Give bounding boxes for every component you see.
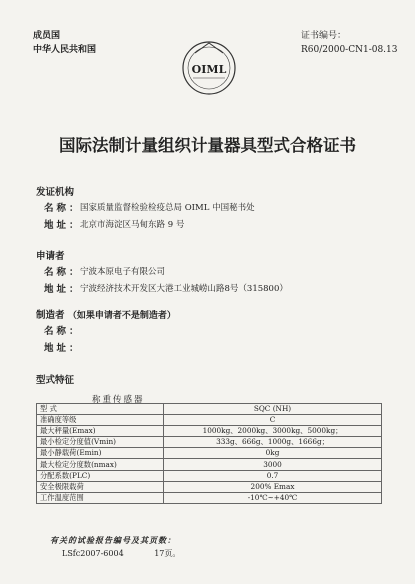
table-row [37,437,382,448]
certificate-number-block [301,29,398,57]
logo-text: OIML [191,63,227,76]
report-info [62,548,208,559]
table-row [37,459,382,470]
issuer-heading: 发证机构 [36,187,75,198]
oiml-logo-icon [181,40,237,96]
spec-value: 200% Emax [164,481,382,492]
spec-key: 安全极限载荷 [37,481,164,492]
manufacturer-address-label: 地址： [44,343,82,354]
issuer-name: 国家质量监督检验检疫总局 OIML 中国秘书处 [80,203,255,213]
spec-key: 准确度等级 [37,415,164,426]
issuer-name-label: 名称： [44,203,82,214]
manufacturer-heading: 制造者 [36,310,65,321]
manufacturer-heading-block [36,307,176,321]
issuer-address-label: 地址： [44,220,82,231]
table-row [37,426,382,437]
type-features-table [36,403,382,504]
page-title: 国际法制计量组织计量器具型式合格证书 [59,136,356,155]
spec-value: C [164,415,382,426]
issuer-address: 北京市海淀区马甸东路 9 号 [80,220,185,230]
spec-value: 0.7 [164,470,382,481]
applicant-name: 宁波本原电子有限公司 [80,267,166,277]
spec-key: 工作温度范围 [37,492,164,503]
applicant-heading: 申请者 [36,251,65,262]
spec-key: 最小静载荷(Emin) [37,448,164,459]
spec-value: 333g、666g、1000g、1666g； [164,437,382,448]
report-number: LSfc2007-6004 [62,549,124,558]
table-row [37,470,382,481]
table-row [37,404,382,415]
member-label: 成员国 [33,31,61,41]
manufacturer-name-label: 名称： [44,326,82,337]
spec-key: 最大检定分度数(nmax) [37,459,164,470]
report-note: 有关的试验报告编号及其页数： [50,535,176,545]
table-row [37,415,382,426]
table-title: 称重传感器 [92,395,145,405]
applicant-name-label: 名称： [44,267,82,278]
spec-value: SQC (NH) [164,404,382,415]
spec-key: 最小检定分度值(Vmin) [37,437,164,448]
certificate-number: R60/2000-CN1-08.13 [301,45,398,55]
spec-value: 1000kg、2000kg、3000kg、5000kg； [164,426,382,437]
manufacturer-heading-note: （如果申请者不是制造者） [67,311,176,321]
spec-key: 分配系数(PLC) [37,470,164,481]
spec-value: 3000 [164,459,382,470]
type-features-heading: 型式特征 [36,375,75,386]
member-country: 中华人民共和国 [33,45,97,55]
spec-value: -10℃~+40℃ [164,492,382,503]
certificate-number-label: 证书编号： [301,31,347,41]
applicant-address: 宁波经济技术开发区大港工业城崂山路8号（315800） [80,284,288,294]
member-state-block [33,29,96,57]
table-row [37,492,382,503]
report-pages: 17页。 [154,549,181,558]
spec-key: 最大秤量(Emax) [37,426,164,437]
table-row [37,481,382,492]
spec-value: 0kg [164,448,382,459]
applicant-address-label: 地址： [44,284,82,295]
table-row [37,448,382,459]
spec-key: 型 式 [37,404,164,415]
